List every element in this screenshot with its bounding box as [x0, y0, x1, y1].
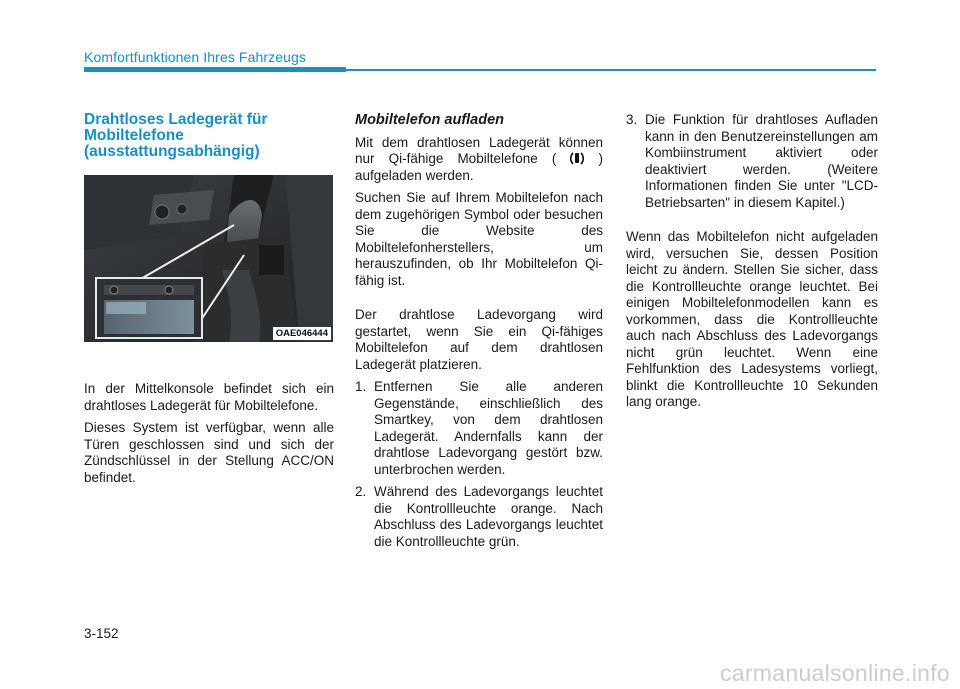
column-right: [626, 112, 878, 417]
list-item: [355, 379, 603, 478]
step-number: 3.: [626, 112, 638, 127]
paragraph-qi-after: ) aufgeladen werden.: [355, 151, 603, 183]
paragraph: Der drahtlose Ladevorgang wird gestartet, wenn Sie ein Qi-fähiges Mobiltelefon auf dem drahtlosen Ladegerät platzieren.: [355, 307, 603, 372]
step-number: 2.: [355, 484, 367, 499]
step-text: Während des Ladevorgangs leuchtet die Kontrollleuchte orange. Nach Abschluss des Ladevorgangs leuchtet die Kontrollleuchte grün.: [374, 484, 603, 549]
column-left-text: [84, 381, 334, 492]
step-number: 1.: [355, 379, 367, 394]
image-code-label: OAE046444: [273, 327, 331, 340]
page-header-title: Komfortfunktionen Ihres Fahrzeugs: [84, 49, 306, 65]
console-photo: [84, 175, 333, 342]
qi-wireless-icon: [570, 151, 584, 166]
step-text: Entfernen Sie alle anderen Gegenstände, einschließlich des Smartkey, von dem drahtlosen Ladegerät. Andernfalls kann der drahtlose Ladevorgang gestört bzw. unterbrochen werden.: [374, 379, 603, 477]
steps-list: [355, 379, 603, 550]
paragraph: Wenn das Mobiltelefon nicht aufgeladen wird, versuchen Sie, dessen Position leicht zu ändern. Stellen Sie sicher, dass die Kontrollleuchte orange leuchtet. Bei einigen Mobiltelefonmodellen kann es vorkommen, dass die Kontrollleuchte auch nach Abschluss des Ladevorgangs nicht grün leuchtet. Wenn eine Fehlfunktion des Ladesystems vorliegt, blinkt die Kontrollleuchte 10 Sekunden lang orange.: [626, 229, 878, 409]
subheading: Mobiltelefon aufladen: [355, 112, 505, 128]
paragraph: Suchen Sie auf Ihrem Mobiltelefon nach dem zugehörigen Symbol oder besuchen Sie die Website des Mobiltelefonherstellers, um herauszufinden, ob Ihr Mobiltelefon Qi-fähig ist.: [355, 190, 603, 288]
column-left: [84, 112, 334, 160]
console-photo-illustration: [84, 175, 333, 342]
list-item: [626, 112, 878, 211]
page-number: 3-152: [84, 626, 119, 641]
paragraph: In der Mittelkonsole befindet sich ein drahtloses Ladegerät für Mobiltelefone.: [84, 381, 334, 413]
paragraph-qi-before: Mit dem drahtlosen Ladegerät können nur Qi-fähige Mobiltelefone (: [355, 134, 603, 166]
paragraph: Dieses System ist verfügbar, wenn alle Türen geschlossen sind und sich der Zündschlüssel in der Stellung ACC/ON befindet.: [84, 420, 334, 485]
section-heading: Drahtloses Ladegerät für Mobiltelefone (ausstattungsabhängig): [84, 111, 268, 160]
watermark: carmanualsonline.info: [719, 660, 950, 686]
header-accent-bar: [84, 67, 346, 72]
steps-list: [626, 112, 878, 211]
paragraph-qi: [355, 135, 603, 185]
column-middle: [355, 112, 603, 556]
list-item: [355, 484, 603, 550]
step-text: Die Funktion für drahtloses Aufladen kann in den Benutzereinstellungen am Kombiinstrument aktiviert oder deaktiviert werden. (Weitere Informationen finden Sie unter "LCD-Betriebsarten" in diesem Kapitel.): [645, 112, 878, 210]
header-rule: [346, 69, 876, 71]
